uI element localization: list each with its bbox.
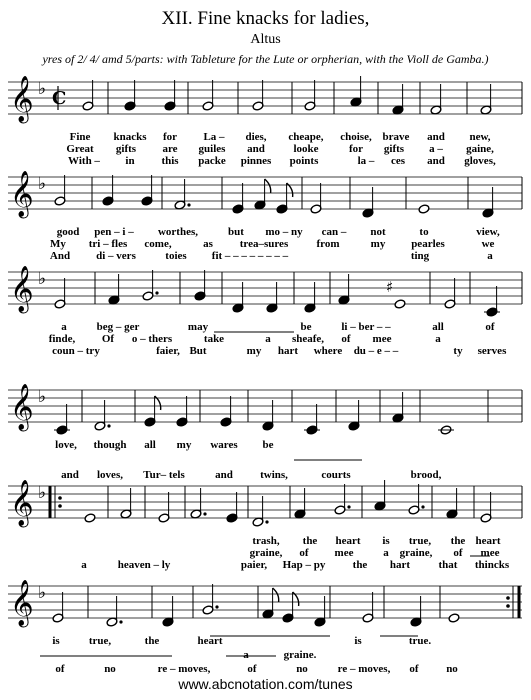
flat-key-signature-icon: ♭ [38, 269, 47, 289]
lyric-syllable: a – [429, 143, 443, 155]
note-dot [265, 520, 268, 523]
lyric-syllable: and [427, 155, 445, 167]
lyric-syllable: a [243, 649, 249, 661]
lyric-syllable: My [50, 238, 66, 250]
lyric-syllable: love, [55, 439, 77, 451]
flat-key-signature-icon: ♭ [38, 583, 47, 603]
lyric-syllable: Tur– tels [143, 469, 185, 481]
lyric-syllable: du – e – – [353, 345, 399, 357]
lyric-syllable: re – moves, [157, 663, 211, 675]
note-dot [215, 605, 218, 608]
tune-subtitle: yres of 2/ 4/ amd 5/parts: with Tableture for the Lute or orpherian, with the Violl de Gamba.) [42, 52, 489, 66]
lyric-syllable: Of [101, 333, 115, 345]
lyric-syllable: serves [477, 345, 507, 357]
lyric-syllable: but [228, 226, 244, 238]
lyric-syllable: trea–sures [239, 238, 289, 250]
lyric-syllable: may [187, 321, 209, 333]
note-flag [265, 179, 271, 193]
lyric-syllable: mee [334, 547, 354, 559]
lyric-syllable: the [302, 535, 318, 547]
note-dot [107, 424, 110, 427]
repeat-dot [506, 604, 510, 608]
lyric-syllable: heart [475, 535, 501, 547]
lyric-syllable: of [247, 663, 257, 675]
lyric-syllable: toies [165, 250, 187, 262]
lyric-syllable: as [203, 238, 213, 250]
lyric-syllable: Great [66, 143, 94, 155]
repeat-dot [58, 504, 62, 508]
lyric-syllable: choise, [340, 131, 372, 143]
lyric-syllable: be [300, 321, 312, 333]
lyric-syllable: and [61, 469, 79, 481]
treble-clef-icon: 𝄞 [10, 266, 34, 312]
lyric-syllable: true. [408, 635, 432, 647]
time-signature: C [52, 88, 67, 109]
flat-key-signature-icon: ♭ [38, 483, 47, 503]
lyric-syllable: though [93, 439, 127, 451]
lyric-syllable: and [215, 469, 233, 481]
lyric-syllable: and [247, 143, 265, 155]
lyric-syllable: la – [357, 155, 375, 167]
lyric-syllable: heart [197, 635, 223, 647]
lyric-syllable: brave [382, 131, 410, 143]
lyric-syllable: pinnes [240, 155, 272, 167]
lyric-syllable: But [189, 345, 207, 357]
lyric-syllable: is [382, 535, 390, 547]
lyric-syllable: loves, [97, 469, 123, 481]
lyric-syllable: of [299, 547, 309, 559]
lyric-syllable: gifts [383, 143, 405, 155]
lyric-syllable: for [162, 131, 178, 143]
lyric-syllable: coun – try [52, 345, 100, 357]
flat-key-signature-icon: ♭ [38, 387, 47, 407]
note-head [84, 513, 96, 523]
lyric-syllable: my [246, 345, 262, 357]
lyric-syllable: take [203, 333, 225, 345]
note-dot [119, 620, 122, 623]
lyric-syllable: of [55, 663, 65, 675]
treble-clef-icon: 𝄞 [10, 76, 34, 122]
lyric-syllable: mee [372, 333, 392, 345]
lyric-syllable: graine. [283, 649, 317, 661]
lyric-syllable: packe [198, 155, 226, 167]
lyric-syllable: a [265, 333, 271, 345]
lyric-syllable: fit – – – – – – – – [211, 250, 289, 262]
lyric-syllable: gifts [115, 143, 137, 155]
lyric-syllable: o – thers [131, 333, 173, 345]
lyric-syllable: di – vers [96, 250, 136, 262]
lyric-syllable: a [383, 547, 389, 559]
lyric-syllable: worthes, [157, 226, 199, 238]
lyric-syllable: paier, [240, 559, 268, 571]
lyric-syllable: of [485, 321, 495, 333]
lyric-syllable: my [370, 238, 386, 250]
note-dot [155, 291, 158, 294]
lyric-syllable: good [56, 226, 80, 238]
lyric-syllable: graine, [249, 547, 283, 559]
lyric-syllable: dies, [245, 131, 267, 143]
lyric-syllable: Fine [69, 131, 91, 143]
lyric-syllable: knacks [113, 131, 147, 143]
lyric-syllable: that [438, 559, 458, 571]
lyric-syllable: no [446, 663, 458, 675]
lyric-syllable: my [176, 439, 192, 451]
lyric-syllable: of [453, 547, 463, 559]
lyric-syllable: can – [321, 226, 347, 238]
lyric-syllable: courts [321, 469, 351, 481]
lyric-syllable: new, [469, 131, 491, 143]
flat-key-signature-icon: ♭ [38, 174, 47, 194]
lyric-syllable: view, [476, 226, 500, 238]
lyric-syllable: gaine, [466, 143, 494, 155]
lyric-syllable: a [81, 559, 87, 571]
treble-clef-icon: 𝄞 [10, 171, 34, 217]
lyric-syllable: pearles [411, 238, 445, 250]
tune-title: XII. Fine knacks for ladies, [161, 8, 370, 29]
lyric-syllable: li – ber – – [341, 321, 391, 333]
note-dot [421, 505, 424, 508]
lyric-syllable: no [296, 663, 308, 675]
lyric-syllable: ty [453, 345, 463, 357]
lyric-syllable: come, [144, 238, 172, 250]
lyric-syllable: from [316, 238, 340, 250]
note-dot [203, 512, 206, 515]
note-flag [273, 588, 279, 602]
lyric-syllable: gloves, [464, 155, 496, 167]
note-dot [187, 203, 190, 206]
flat-key-signature-icon: ♭ [38, 79, 47, 99]
lyric-syllable: all [432, 321, 444, 333]
lyric-syllable: ces [390, 155, 406, 167]
repeat-dot [506, 596, 510, 600]
lyric-syllable: true, [88, 635, 112, 647]
lyric-syllable: a [61, 321, 67, 333]
lyric-syllable: hart [277, 345, 299, 357]
lyric-syllable: twins, [260, 469, 288, 481]
lyric-syllable: graine, [399, 547, 433, 559]
lyric-syllable: finde, [48, 333, 76, 345]
lyric-syllable: faier, [156, 345, 180, 357]
lyric-syllable: sheafe, [291, 333, 325, 345]
lyric-syllable: beg – ger [96, 321, 140, 333]
treble-clef-icon: 𝄞 [10, 480, 34, 526]
lyric-syllable: is [354, 635, 362, 647]
lyric-syllable: brood, [410, 469, 442, 481]
lyric-syllable: thincks [474, 559, 510, 571]
lyric-syllable: not [370, 226, 386, 238]
lyric-syllable: of [341, 333, 351, 345]
note-head [394, 299, 406, 309]
lyric-syllable: guiles [198, 143, 226, 155]
lyric-syllable: heart [335, 535, 361, 547]
lyric-syllable: for [348, 143, 364, 155]
lyric-syllable: the [352, 559, 368, 571]
sharp-accidental-icon: ♯ [386, 278, 394, 296]
lyric-syllable: be [262, 439, 274, 451]
lyric-syllable: of [409, 663, 419, 675]
footer-url[interactable]: www.abcnotation.com/tunes [178, 676, 353, 692]
lyric-syllable: where [313, 345, 343, 357]
lyric-syllable: this [161, 155, 179, 167]
note-dot [347, 505, 350, 508]
lyric-syllable: mo – ny [265, 226, 303, 238]
lyric-syllable: we [481, 238, 495, 250]
note-head [448, 613, 460, 623]
lyric-syllable: Hap – py [282, 559, 326, 571]
repeat-dot [58, 496, 62, 500]
lyric-syllable: trash, [252, 535, 280, 547]
lyric-syllable: the [450, 535, 466, 547]
lyric-syllable: and [427, 131, 445, 143]
lyric-syllable: a [487, 250, 493, 262]
lyric-syllable: the [144, 635, 160, 647]
lyric-syllable: tri – fles [88, 238, 128, 250]
lyric-syllable: re – moves, [337, 663, 391, 675]
lyric-syllable: to [419, 226, 429, 238]
lyric-syllable: in [125, 155, 135, 167]
lyric-syllable: pen – i – [94, 226, 134, 238]
treble-clef-icon: 𝄞 [10, 384, 34, 430]
note-head [418, 204, 430, 214]
lyric-syllable: hart [389, 559, 411, 571]
lyric-syllable: is [52, 635, 60, 647]
lyric-syllable: true, [408, 535, 432, 547]
lyric-syllable: wares [210, 439, 238, 451]
lyric-syllable: mee [480, 547, 500, 559]
lyric-syllable: La – [203, 131, 225, 143]
lyric-syllable: With – [68, 155, 100, 167]
lyric-syllable: ting [410, 250, 430, 262]
voice-label: Altus [250, 32, 281, 47]
lyric-syllable: cheape, [288, 131, 324, 143]
lyric-syllable: points [289, 155, 319, 167]
lyric-syllable: all [144, 439, 156, 451]
lyric-syllable: And [49, 250, 71, 262]
lyric-syllable: looke [293, 143, 319, 155]
lyric-syllable: are [162, 143, 178, 155]
lyric-syllable: heaven – ly [117, 559, 171, 571]
lyric-syllable: a [435, 333, 441, 345]
treble-clef-icon: 𝄞 [10, 580, 34, 626]
lyric-syllable: no [104, 663, 116, 675]
